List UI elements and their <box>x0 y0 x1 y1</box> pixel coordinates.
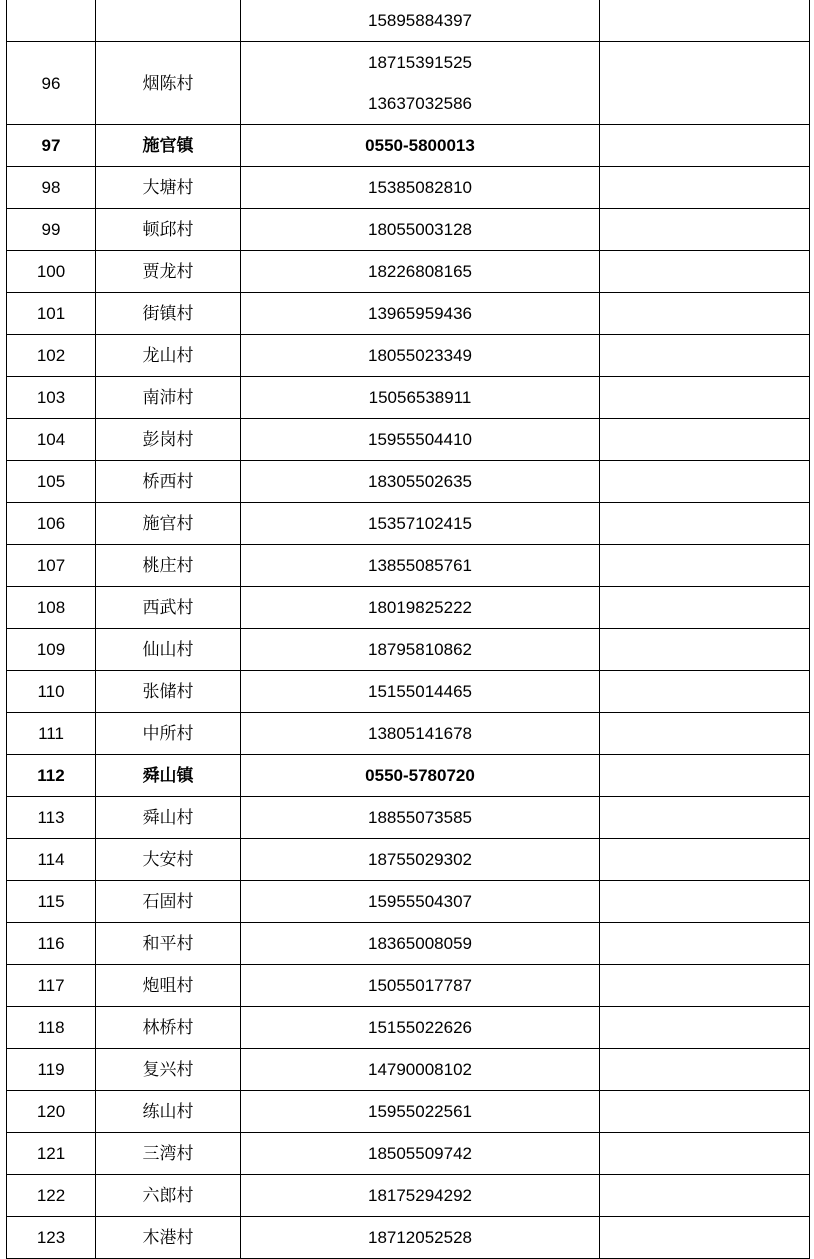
note-cell <box>600 419 810 461</box>
note-cell <box>600 839 810 881</box>
phone-cell <box>241 797 600 839</box>
table-row <box>7 671 810 713</box>
phone-number: 18715391525 <box>367 53 472 72</box>
row-number: 101 <box>7 293 96 335</box>
row-number: 119 <box>7 1049 96 1091</box>
phone-number: 15385082810 <box>367 178 472 197</box>
village-name: 顿邱村 <box>96 209 241 251</box>
phone-cell <box>241 1133 600 1175</box>
row-number: 109 <box>7 629 96 671</box>
row-number: 114 <box>7 839 96 881</box>
row-number: 106 <box>7 503 96 545</box>
note-cell <box>600 251 810 293</box>
phone-cell <box>241 713 600 755</box>
village-name: 施官村 <box>96 503 241 545</box>
row-number: 100 <box>7 251 96 293</box>
note-cell <box>600 965 810 1007</box>
phone-number: 15955504410 <box>367 430 472 449</box>
phone-number: 13855085761 <box>367 556 472 575</box>
row-number: 120 <box>7 1091 96 1133</box>
village-name: 街镇村 <box>96 293 241 335</box>
table-row <box>7 167 810 209</box>
phone-cell <box>241 1175 600 1217</box>
village-name: 大安村 <box>96 839 241 881</box>
table-row <box>7 965 810 1007</box>
note-cell <box>600 209 810 251</box>
phone-number: 18712052528 <box>367 1228 472 1247</box>
phone-number: 18019825222 <box>367 598 472 617</box>
phone-number: 13637032586 <box>367 94 472 113</box>
phone-cell <box>241 125 600 167</box>
phone-number: 0550-5780720 <box>365 766 475 785</box>
village-name: 南沛村 <box>96 377 241 419</box>
phone-cell <box>241 671 600 713</box>
phone-number: 18055023349 <box>367 346 472 365</box>
phone-cell <box>241 629 600 671</box>
note-cell <box>600 545 810 587</box>
phone-cell <box>241 209 600 251</box>
note-cell <box>600 587 810 629</box>
row-number: 96 <box>7 42 96 125</box>
note-cell <box>600 923 810 965</box>
table-row <box>7 755 810 797</box>
row-number: 118 <box>7 1007 96 1049</box>
phone-number: 18505509742 <box>367 1144 472 1163</box>
table-row <box>7 251 810 293</box>
phone-cell <box>241 881 600 923</box>
note-cell <box>600 461 810 503</box>
phone-number: 0550-5800013 <box>365 136 475 155</box>
phone-number: 18175294292 <box>367 1186 472 1205</box>
village-name: 舜山村 <box>96 797 241 839</box>
contact-table <box>6 0 810 1259</box>
phone-cell <box>241 923 600 965</box>
phone-cell <box>241 1217 600 1259</box>
phone-cell <box>241 503 600 545</box>
village-name: 复兴村 <box>96 1049 241 1091</box>
table-row <box>7 587 810 629</box>
village-name: 练山村 <box>96 1091 241 1133</box>
village-name: 三湾村 <box>96 1133 241 1175</box>
row-number: 103 <box>7 377 96 419</box>
note-cell <box>600 503 810 545</box>
village-name: 西武村 <box>96 587 241 629</box>
note-cell <box>600 1217 810 1259</box>
row-number <box>7 0 96 42</box>
village-name: 大塘村 <box>96 167 241 209</box>
phone-number: 18365008059 <box>367 934 472 953</box>
table-row <box>7 923 810 965</box>
note-cell <box>600 881 810 923</box>
note-cell <box>600 0 810 42</box>
village-name: 仙山村 <box>96 629 241 671</box>
phone-cell <box>241 293 600 335</box>
table-row <box>7 1133 810 1175</box>
table-row <box>7 293 810 335</box>
village-name: 彭岗村 <box>96 419 241 461</box>
phone-number: 15055017787 <box>367 976 472 995</box>
village-name: 张储村 <box>96 671 241 713</box>
row-number: 110 <box>7 671 96 713</box>
phone-number: 15955022561 <box>367 1102 472 1121</box>
table-row <box>7 419 810 461</box>
phone-number: 14790008102 <box>367 1060 472 1079</box>
table-row <box>7 839 810 881</box>
phone-cell <box>241 419 600 461</box>
table-row <box>7 461 810 503</box>
table-row <box>7 209 810 251</box>
phone-number: 18855073585 <box>367 808 472 827</box>
row-number: 104 <box>7 419 96 461</box>
table-row <box>7 42 810 125</box>
note-cell <box>600 42 810 125</box>
phone-number: 18305502635 <box>367 472 472 491</box>
phone-cell <box>241 1007 600 1049</box>
phone-cell <box>241 0 600 42</box>
phone-cell <box>241 461 600 503</box>
village-name: 木港村 <box>96 1217 241 1259</box>
village-name: 六郎村 <box>96 1175 241 1217</box>
row-number: 97 <box>7 125 96 167</box>
phone-number: 18795810862 <box>367 640 472 659</box>
table-row <box>7 629 810 671</box>
table-row <box>7 797 810 839</box>
village-name: 贾龙村 <box>96 251 241 293</box>
table-row <box>7 1175 810 1217</box>
phone-number: 15955504307 <box>367 892 472 911</box>
note-cell <box>600 671 810 713</box>
row-number: 112 <box>7 755 96 797</box>
row-number: 115 <box>7 881 96 923</box>
row-number: 108 <box>7 587 96 629</box>
note-cell <box>600 629 810 671</box>
contact-table-body <box>7 0 810 1259</box>
phone-number: 15155022626 <box>367 1018 472 1037</box>
village-name: 烟陈村 <box>96 42 241 125</box>
table-row <box>7 125 810 167</box>
table-row <box>7 377 810 419</box>
phone-cell <box>241 1091 600 1133</box>
phone-number: 18226808165 <box>367 262 472 281</box>
note-cell <box>600 755 810 797</box>
phone-cell <box>241 545 600 587</box>
note-cell <box>600 713 810 755</box>
phone-cell <box>241 755 600 797</box>
phone-cell <box>241 965 600 1007</box>
table-row <box>7 0 810 42</box>
note-cell <box>600 1175 810 1217</box>
village-name: 林桥村 <box>96 1007 241 1049</box>
phone-number: 13965959436 <box>367 304 472 323</box>
phone-cell <box>241 167 600 209</box>
phone-number: 15895884397 <box>367 11 472 30</box>
row-number: 105 <box>7 461 96 503</box>
note-cell <box>600 377 810 419</box>
table-row <box>7 1217 810 1259</box>
village-name: 舜山镇 <box>96 755 241 797</box>
row-number: 102 <box>7 335 96 377</box>
phone-cell <box>241 251 600 293</box>
table-row <box>7 881 810 923</box>
village-name: 中所村 <box>96 713 241 755</box>
phone-cell <box>241 377 600 419</box>
note-cell <box>600 1091 810 1133</box>
note-cell <box>600 335 810 377</box>
table-row <box>7 713 810 755</box>
row-number: 107 <box>7 545 96 587</box>
table-row <box>7 335 810 377</box>
table-row <box>7 503 810 545</box>
village-name <box>96 0 241 42</box>
note-cell <box>600 167 810 209</box>
row-number: 98 <box>7 167 96 209</box>
village-name: 施官镇 <box>96 125 241 167</box>
village-name: 桃庄村 <box>96 545 241 587</box>
phone-cell <box>241 335 600 377</box>
phone-number: 18055003128 <box>367 220 472 239</box>
row-number: 99 <box>7 209 96 251</box>
phone-number: 18755029302 <box>367 850 472 869</box>
phone-cell <box>241 1049 600 1091</box>
phone-cell <box>241 587 600 629</box>
note-cell <box>600 293 810 335</box>
village-name: 龙山村 <box>96 335 241 377</box>
row-number: 121 <box>7 1133 96 1175</box>
note-cell <box>600 1049 810 1091</box>
phone-cell <box>241 42 600 125</box>
row-number: 113 <box>7 797 96 839</box>
note-cell <box>600 1133 810 1175</box>
note-cell <box>600 1007 810 1049</box>
row-number: 122 <box>7 1175 96 1217</box>
row-number: 116 <box>7 923 96 965</box>
row-number: 111 <box>7 713 96 755</box>
row-number: 117 <box>7 965 96 1007</box>
phone-cell <box>241 839 600 881</box>
phone-number: 13805141678 <box>367 724 472 743</box>
phone-number: 15357102415 <box>367 514 472 533</box>
note-cell <box>600 125 810 167</box>
phone-number: 15155014465 <box>367 682 472 701</box>
table-row <box>7 1049 810 1091</box>
table-row <box>7 1007 810 1049</box>
row-number: 123 <box>7 1217 96 1259</box>
village-name: 桥西村 <box>96 461 241 503</box>
phone-number: 15056538911 <box>368 388 472 407</box>
table-row <box>7 545 810 587</box>
village-name: 炮咀村 <box>96 965 241 1007</box>
note-cell <box>600 797 810 839</box>
village-name: 石固村 <box>96 881 241 923</box>
table-row <box>7 1091 810 1133</box>
village-name: 和平村 <box>96 923 241 965</box>
